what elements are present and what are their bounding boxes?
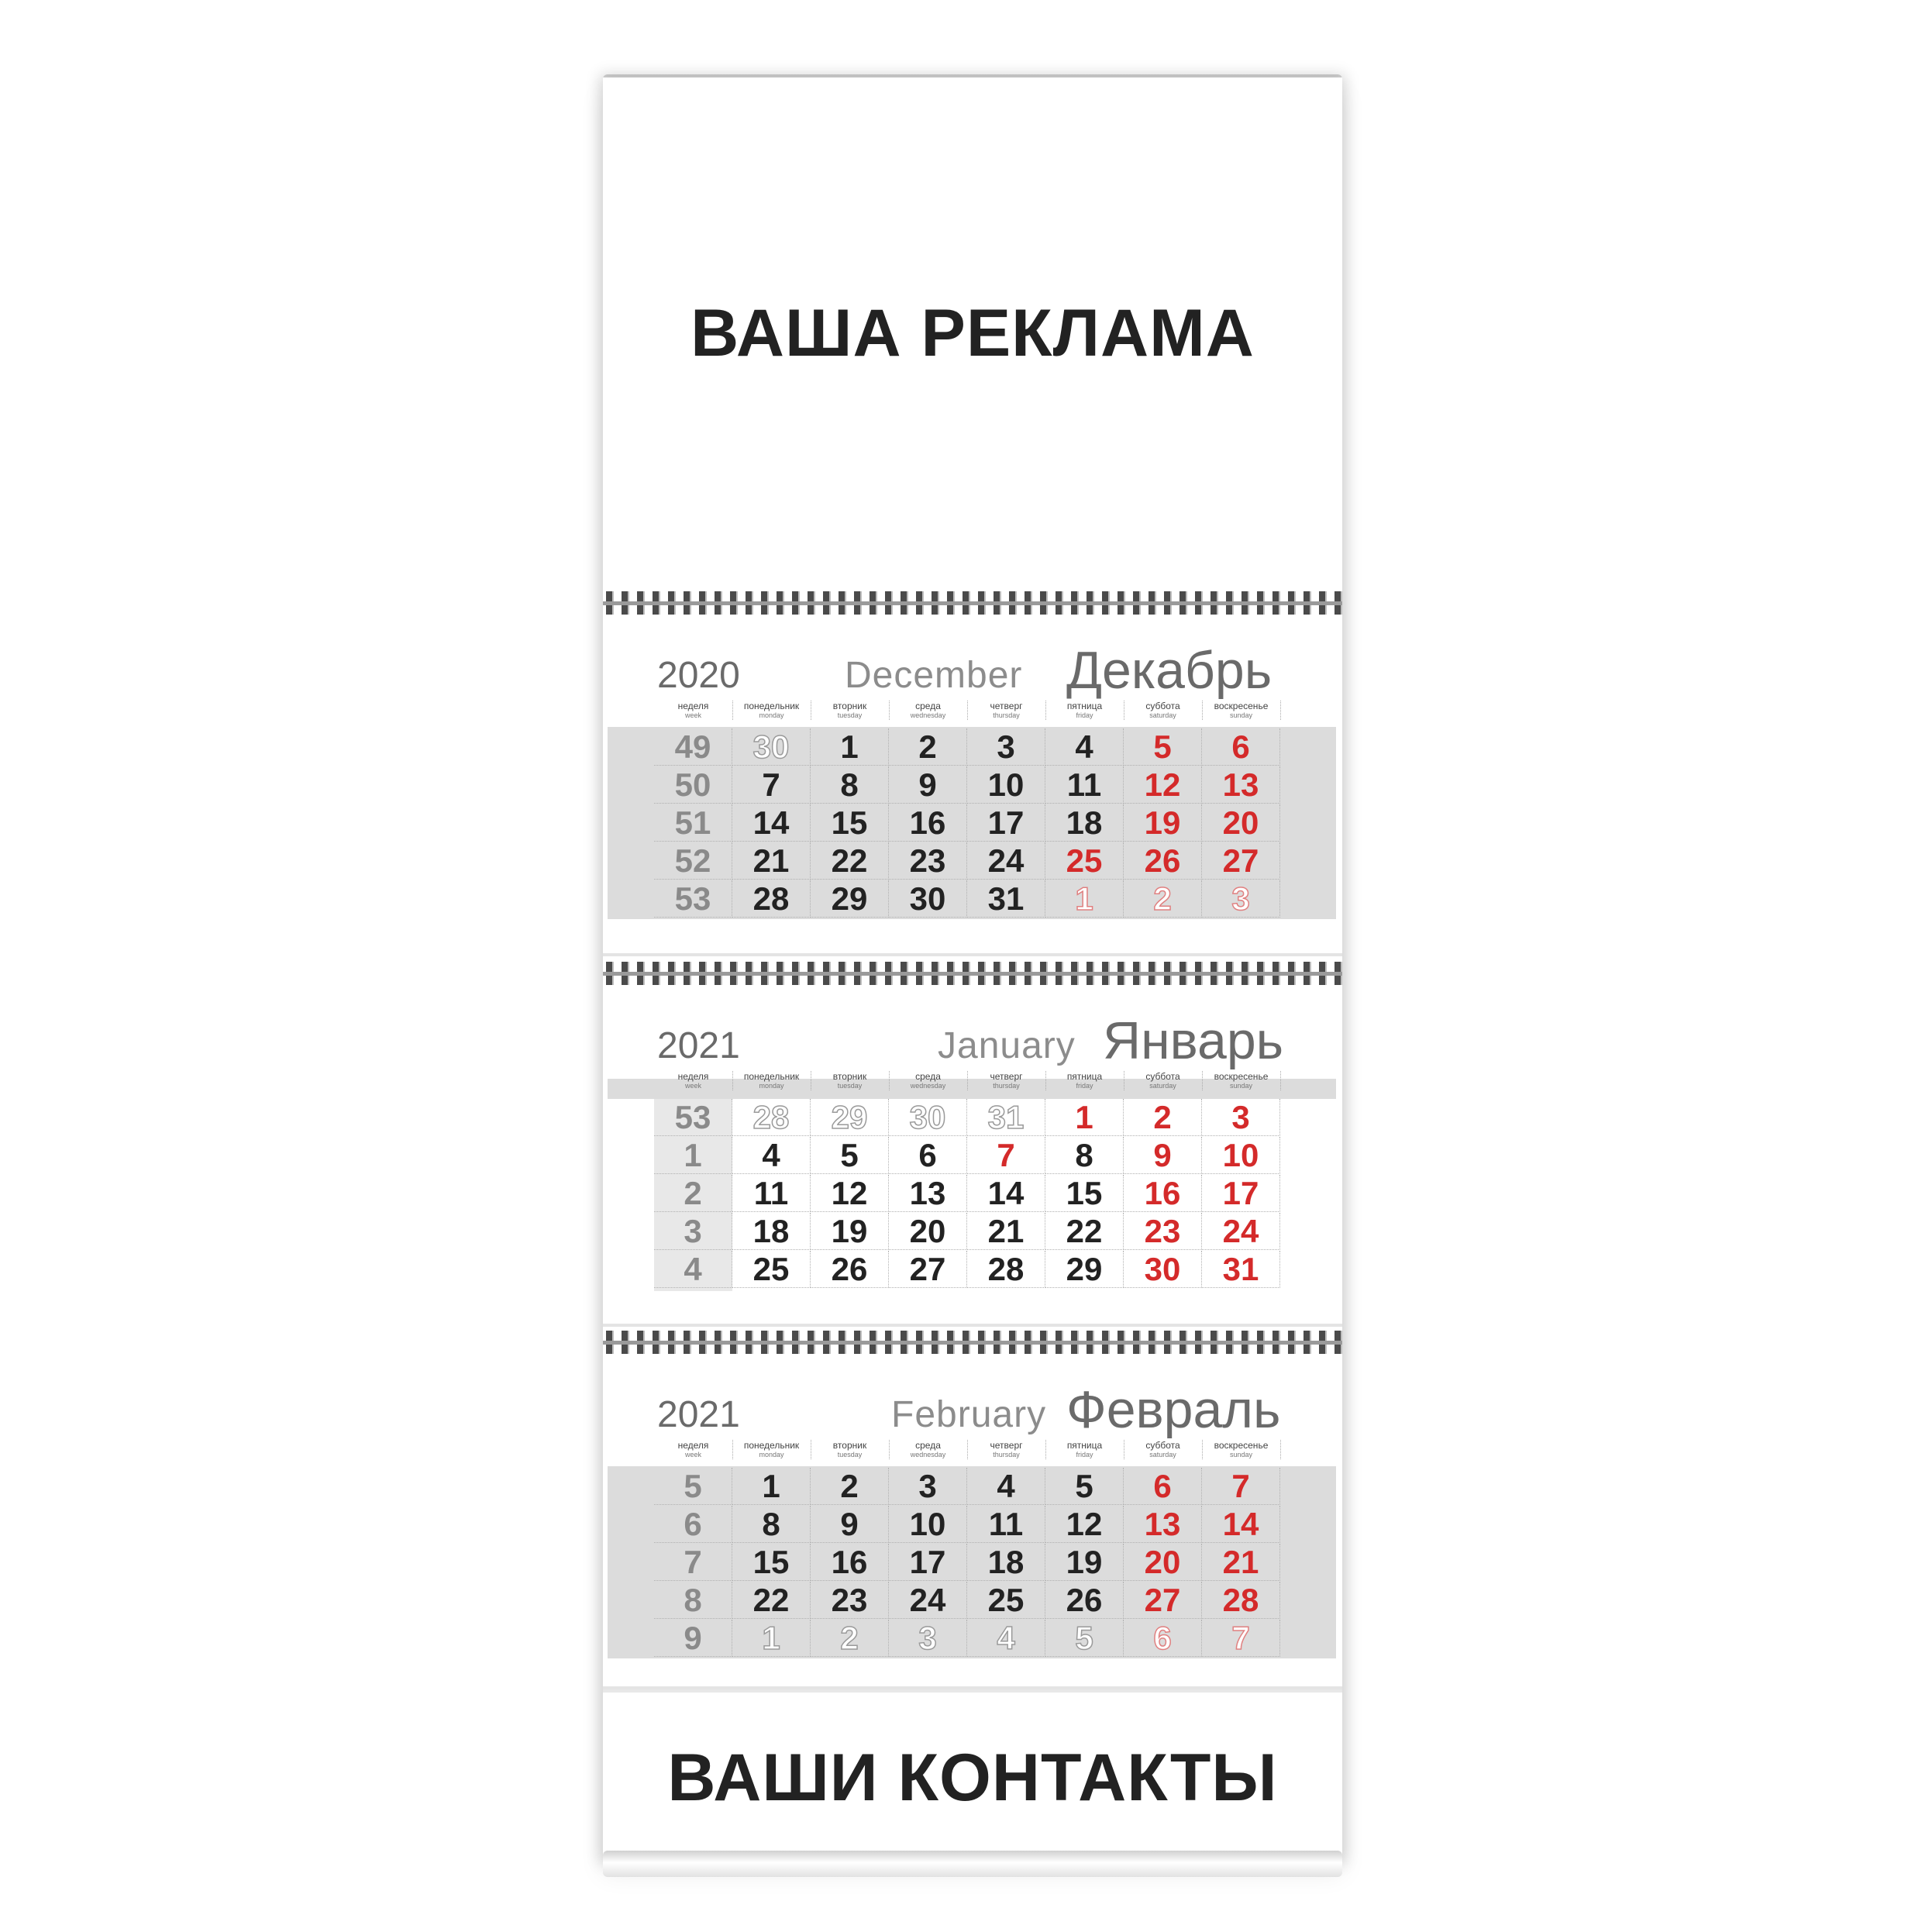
weekday-header (1124, 1440, 1203, 1459)
day-cell: 20 (1124, 1544, 1202, 1581)
day-cell: 6 (1124, 1620, 1202, 1657)
weekday-en: monday (759, 1082, 784, 1090)
week-number: 51 (654, 804, 732, 842)
weekday-en: saturday (1149, 1082, 1176, 1090)
month-year: 2021 (657, 1394, 740, 1435)
week-number: 3 (654, 1213, 732, 1250)
day-cell: 8 (811, 766, 889, 804)
day-cell: 2 (1124, 880, 1202, 918)
day-cell: 22 (1045, 1213, 1124, 1250)
day-cell: 5 (1124, 728, 1202, 766)
day-cell: 12 (1124, 766, 1202, 804)
wall-calendar (603, 77, 1342, 1860)
day-cell: 28 (1202, 1582, 1280, 1619)
day-cell: 1 (811, 728, 889, 766)
weekday-ru: понедельник (743, 1071, 800, 1082)
day-cell: 13 (1124, 1506, 1202, 1543)
month-name-en: February (891, 1394, 1047, 1435)
weekday-en: sunday (1229, 1451, 1253, 1458)
weekday-header (1124, 1071, 1203, 1090)
day-cell: 17 (967, 804, 1045, 842)
week-number: 50 (654, 766, 732, 804)
weekday-en: week (684, 711, 701, 719)
day-cell: 9 (1124, 1137, 1202, 1174)
day-cell: 16 (1124, 1175, 1202, 1212)
week-number: 4 (654, 1251, 732, 1288)
week-number: 49 (654, 728, 732, 766)
day-cell: 27 (1202, 842, 1280, 880)
week-number: 2 (654, 1175, 732, 1212)
day-cell: 5 (1045, 1620, 1124, 1657)
weekday-header (967, 701, 1046, 720)
day-cell: 11 (1045, 766, 1124, 804)
day-cell: 12 (811, 1175, 889, 1212)
day-cell: 20 (1202, 804, 1280, 842)
day-cell: 13 (1202, 766, 1280, 804)
day-cell: 20 (889, 1213, 967, 1250)
weekday-ru: неделя (677, 701, 709, 711)
month-name-en: January (938, 1025, 1076, 1066)
day-cell: 9 (811, 1506, 889, 1543)
weekday-header (1045, 1071, 1124, 1090)
day-cell: 19 (1045, 1544, 1124, 1581)
day-cell: 11 (967, 1506, 1045, 1543)
month-name-en: December (845, 655, 1023, 696)
day-cell: 14 (967, 1175, 1045, 1212)
day-cell: 23 (889, 842, 967, 880)
day-cell: 30 (732, 728, 811, 766)
weekday-en: wednesday (910, 1451, 946, 1458)
weekday-en: week (684, 1082, 701, 1090)
month-year: 2020 (657, 655, 740, 696)
day-cell: 21 (1202, 1544, 1280, 1581)
day-cell: 27 (889, 1251, 967, 1288)
month-name-ru: Декабрь (1066, 641, 1273, 700)
day-cell: 28 (967, 1251, 1045, 1288)
weekday-ru: вторник (832, 1071, 867, 1082)
weekday-header (1202, 1071, 1281, 1090)
day-cell: 3 (889, 1620, 967, 1657)
weekday-ru: неделя (677, 1071, 709, 1082)
spiral-binding-2 (603, 959, 1342, 985)
day-cell: 18 (967, 1544, 1045, 1581)
weekday-en: week (684, 1451, 701, 1458)
weekday-header (732, 1071, 811, 1090)
weekday-header (1124, 701, 1203, 720)
day-cell: 6 (1124, 1468, 1202, 1505)
day-cell: 25 (1045, 842, 1124, 880)
advert-text: ВАША РЕКЛАМА (690, 295, 1255, 370)
day-cell: 16 (811, 1544, 889, 1581)
weekday-ru: четверг (990, 701, 1023, 711)
week-number: 52 (654, 842, 732, 880)
weekday-ru: суббота (1145, 701, 1180, 711)
month-name-ru: Февраль (1066, 1380, 1281, 1439)
weekday-en: saturday (1149, 711, 1176, 719)
weekday-en: wednesday (910, 711, 946, 719)
weekday-en: sunday (1229, 1082, 1253, 1090)
weekday-en: friday (1076, 1082, 1093, 1090)
weekday-en: friday (1076, 1451, 1093, 1458)
day-cell: 10 (889, 1506, 967, 1543)
week-number: 53 (654, 1099, 732, 1136)
day-cell: 17 (889, 1544, 967, 1581)
day-cell: 14 (1202, 1506, 1280, 1543)
bottom-roll (603, 1851, 1342, 1877)
weekday-ru: пятница (1066, 1071, 1103, 1082)
day-cell: 19 (1124, 804, 1202, 842)
day-cell: 3 (1202, 1099, 1280, 1136)
day-cell: 3 (1202, 880, 1280, 918)
weekday-header (654, 701, 733, 720)
day-cell: 22 (811, 842, 889, 880)
weekday-ru: воскресенье (1214, 701, 1269, 711)
weekday-ru: пятница (1066, 701, 1103, 711)
day-cell: 1 (732, 1620, 811, 1657)
day-cell: 25 (732, 1251, 811, 1288)
weekday-en: monday (759, 1451, 784, 1458)
day-cell: 2 (811, 1620, 889, 1657)
weekday-en: thursday (993, 1082, 1020, 1090)
day-cell: 30 (889, 1099, 967, 1136)
day-cell: 7 (1202, 1620, 1280, 1657)
day-cell: 30 (1124, 1251, 1202, 1288)
day-cell: 21 (732, 842, 811, 880)
weekday-header (1045, 701, 1124, 720)
day-cell: 2 (889, 728, 967, 766)
day-cell: 24 (889, 1582, 967, 1619)
day-cell: 10 (967, 766, 1045, 804)
day-cell: 4 (967, 1620, 1045, 1657)
day-cell: 4 (967, 1468, 1045, 1505)
day-cell: 9 (889, 766, 967, 804)
weekday-header (811, 701, 890, 720)
weekday-ru: среда (915, 701, 941, 711)
day-cell: 2 (1124, 1099, 1202, 1136)
day-cell: 18 (1045, 804, 1124, 842)
weekday-header (1202, 1440, 1281, 1459)
month-year: 2021 (657, 1025, 740, 1066)
day-cell: 29 (1045, 1251, 1124, 1288)
weekday-en: monday (759, 711, 784, 719)
weekday-header (811, 1440, 890, 1459)
month-block-january (603, 983, 1342, 1327)
weekday-header (811, 1071, 890, 1090)
month-block-february (603, 1352, 1342, 1689)
spiral-binding-1 (603, 589, 1342, 615)
day-cell: 31 (967, 880, 1045, 918)
weekday-en: thursday (993, 711, 1020, 719)
month-block-december (603, 612, 1342, 956)
day-cell: 28 (732, 880, 811, 918)
weekday-ru: четверг (990, 1440, 1023, 1451)
weekday-header (889, 1440, 968, 1459)
week-number: 5 (654, 1468, 732, 1505)
day-cell: 3 (967, 728, 1045, 766)
week-number: 1 (654, 1137, 732, 1174)
day-cell: 7 (967, 1137, 1045, 1174)
weekday-en: tuesday (837, 711, 863, 719)
month-name-ru: Январь (1103, 1011, 1284, 1070)
week-number: 7 (654, 1544, 732, 1581)
day-cell: 11 (732, 1175, 811, 1212)
weekday-header (732, 701, 811, 720)
weekday-header (1202, 701, 1281, 720)
day-cell: 29 (811, 880, 889, 918)
weekday-header (967, 1440, 1046, 1459)
day-cell: 26 (811, 1251, 889, 1288)
day-cell: 5 (811, 1137, 889, 1174)
day-cell: 2 (811, 1468, 889, 1505)
weekday-en: friday (1076, 711, 1093, 719)
weekday-ru: пятница (1066, 1440, 1103, 1451)
day-cell: 10 (1202, 1137, 1280, 1174)
day-cell: 7 (1202, 1468, 1280, 1505)
weekday-ru: среда (915, 1071, 941, 1082)
day-cell: 14 (732, 804, 811, 842)
weekday-en: saturday (1149, 1451, 1176, 1458)
day-cell: 30 (889, 880, 967, 918)
day-cell: 13 (889, 1175, 967, 1212)
day-cell: 1 (732, 1468, 811, 1505)
weekday-ru: вторник (832, 1440, 867, 1451)
day-cell: 24 (967, 842, 1045, 880)
day-cell: 21 (967, 1213, 1045, 1250)
weekday-ru: понедельник (743, 1440, 800, 1451)
day-cell: 23 (1124, 1213, 1202, 1250)
contacts-text: ВАШИ КОНТАКТЫ (667, 1740, 1278, 1815)
day-cell: 19 (811, 1213, 889, 1250)
day-cell: 29 (811, 1099, 889, 1136)
day-cell: 4 (1045, 728, 1124, 766)
day-cell: 25 (967, 1582, 1045, 1619)
day-cell: 31 (1202, 1251, 1280, 1288)
weekday-header (654, 1071, 733, 1090)
day-cell: 7 (732, 766, 811, 804)
weekday-ru: четверг (990, 1071, 1023, 1082)
day-cell: 28 (732, 1099, 811, 1136)
day-cell: 26 (1124, 842, 1202, 880)
day-cell: 23 (811, 1582, 889, 1619)
advert-area (603, 77, 1342, 589)
day-cell: 27 (1124, 1582, 1202, 1619)
day-cell: 1 (1045, 880, 1124, 918)
day-cell: 12 (1045, 1506, 1124, 1543)
weekday-en: sunday (1229, 711, 1253, 719)
weekday-en: wednesday (910, 1082, 946, 1090)
day-cell: 26 (1045, 1582, 1124, 1619)
day-cell: 15 (732, 1544, 811, 1581)
day-cell: 15 (811, 804, 889, 842)
day-cell: 17 (1202, 1175, 1280, 1212)
day-cell: 6 (1202, 728, 1280, 766)
weekday-ru: вторник (832, 701, 867, 711)
day-cell: 16 (889, 804, 967, 842)
weekday-header (1045, 1440, 1124, 1459)
spiral-binding-3 (603, 1328, 1342, 1354)
day-cell: 24 (1202, 1213, 1280, 1250)
day-cell: 5 (1045, 1468, 1124, 1505)
weekday-en: tuesday (837, 1082, 863, 1090)
day-cell: 15 (1045, 1175, 1124, 1212)
weekday-en: tuesday (837, 1451, 863, 1458)
day-cell: 8 (732, 1506, 811, 1543)
day-cell: 1 (1045, 1099, 1124, 1136)
day-cell: 22 (732, 1582, 811, 1619)
weekday-ru: воскресенье (1214, 1440, 1269, 1451)
contacts-area (603, 1689, 1342, 1863)
weekday-header (654, 1440, 733, 1459)
day-cell: 4 (732, 1137, 811, 1174)
day-cell: 8 (1045, 1137, 1124, 1174)
weekday-ru: суббота (1145, 1071, 1180, 1082)
weekday-header (889, 701, 968, 720)
weekday-ru: воскресенье (1214, 1071, 1269, 1082)
day-cell: 18 (732, 1213, 811, 1250)
day-cell: 6 (889, 1137, 967, 1174)
week-number: 6 (654, 1506, 732, 1543)
weekday-en: thursday (993, 1451, 1020, 1458)
weekday-header (889, 1071, 968, 1090)
weekday-ru: понедельник (743, 701, 800, 711)
day-cell: 3 (889, 1468, 967, 1505)
weekday-ru: неделя (677, 1440, 709, 1451)
weekday-ru: среда (915, 1440, 941, 1451)
weekday-header (967, 1071, 1046, 1090)
day-cell: 31 (967, 1099, 1045, 1136)
weekday-ru: суббота (1145, 1440, 1180, 1451)
week-number: 53 (654, 880, 732, 918)
weekday-header (732, 1440, 811, 1459)
week-number: 9 (654, 1620, 732, 1657)
week-number: 8 (654, 1582, 732, 1619)
